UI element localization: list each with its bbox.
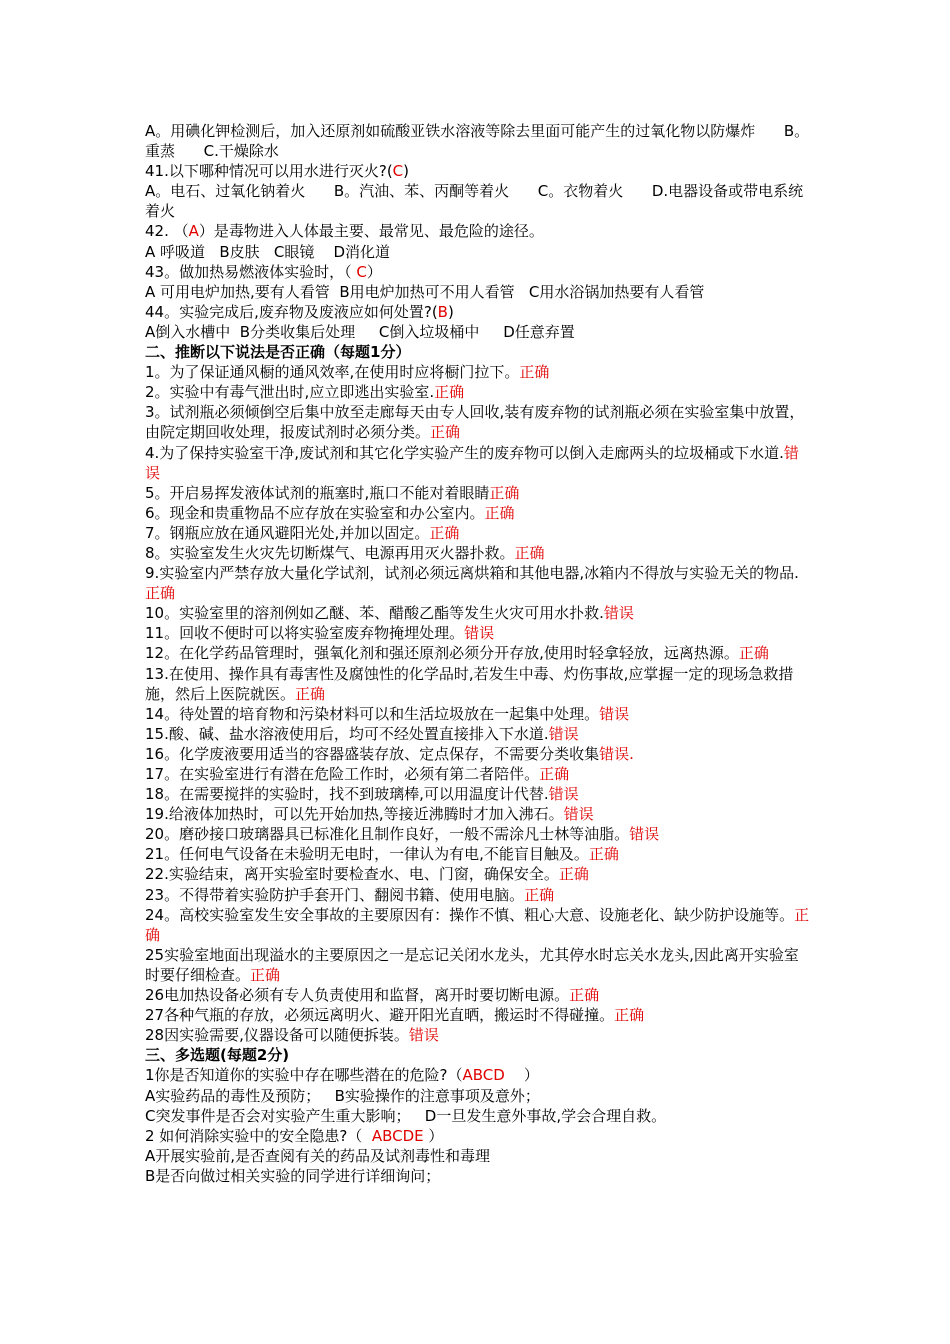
text-line	[145, 603, 813, 623]
text-line	[145, 1146, 813, 1166]
body-text: ）	[504, 1066, 539, 1085]
body-text: 17。在实验室进行有潜在危险工作时，必须有第二者陪伴。	[145, 765, 540, 783]
body-text: ）	[423, 1126, 444, 1145]
answer-text: 错误	[603, 604, 634, 623]
body-text: 18。在需要搅拌的实验时，找不到玻璃棒,可以用温度计代替.	[145, 785, 549, 804]
answer-text: 正确	[430, 423, 461, 442]
answer-text: 正确	[539, 765, 570, 783]
body-text: A 可用电炉加热,要有人看管 B用电炉加热可不用人看管 C用水浴锅加热要有人看管	[145, 282, 705, 301]
answer-text: B	[437, 302, 448, 321]
body-text: A。用碘化钾检测后，加入还原剂如硫酸亚铁水溶液等除去里面可能产生的过氧化物以防爆炸 B。重蒸 C.干燥除水	[145, 122, 810, 161]
answer-text: 正确	[524, 885, 555, 904]
body-text: A。电石、过氧化钠着火 B。汽油、苯、丙酮等着火 C。衣物着火 D.电器设备或带电系统着火	[145, 182, 804, 221]
section-heading	[145, 342, 813, 362]
text-line	[145, 1086, 813, 1106]
text-line	[145, 483, 813, 503]
body-text: 8。实验室发生火灾先切断煤气、电源再用灭火器扑救。	[145, 543, 515, 562]
text-line	[145, 221, 813, 241]
body-text: )	[447, 302, 454, 321]
answer-text: 正确	[738, 644, 769, 663]
text-line	[145, 302, 813, 322]
text-line	[145, 864, 813, 884]
text-line	[145, 1106, 813, 1126]
body-text: 24。高校实验室发生安全事故的主要原因有：操作不慎、粗心大意、设施老化、缺少防护设施等。	[145, 905, 795, 924]
answer-text: 正确	[429, 523, 460, 542]
body-text: 21。任何电气设备在未验明无电时，一律认为有电,不能盲目触及。	[145, 845, 589, 864]
text-line	[145, 664, 813, 704]
answer-text: ABCDE	[371, 1126, 424, 1145]
body-text: B是否向做过相关实验的同学进行详细询问；	[145, 1166, 441, 1185]
text-line	[145, 443, 813, 483]
text-line	[145, 242, 813, 262]
body-text: 2。实验中有毒气泄出时,应立即逃出实验室.	[145, 383, 435, 402]
text-line	[145, 704, 813, 724]
text-line	[145, 262, 813, 282]
answer-text: 正确	[295, 684, 326, 703]
text-line	[145, 121, 813, 161]
text-line	[145, 503, 813, 523]
body-text: 9.实验室内严禁存放大量化学试剂，试剂必须远离烘箱和其他电器,冰箱内不得放与实验无关的物品.	[145, 564, 799, 583]
text-line	[145, 282, 813, 302]
body-text: 12。在化学药品管理时，强氧化剂和强还原剂必须分开存放,使用时轻拿轻放，远离热源。	[145, 644, 739, 663]
body-text: 11。回收不便时可以将实验室废弃物掩埋处理。	[145, 624, 465, 643]
answer-text: 错误	[408, 1026, 439, 1045]
answer-text: C	[356, 262, 367, 281]
answer-text: ABCD	[462, 1066, 505, 1085]
body-text: 1。为了保证通风橱的通风效率,在使用时应将橱门拉下。	[145, 363, 520, 382]
text-line	[145, 824, 813, 844]
answer-text: 正确	[434, 383, 465, 402]
answer-text: 错误	[563, 805, 594, 824]
answer-text: 错误	[464, 624, 495, 643]
text-line	[145, 623, 813, 643]
answer-text: 正确	[250, 965, 281, 984]
section-heading	[145, 1045, 813, 1065]
body-text: 22.实验结束，离开实验室时要检查水、电、门窗，确保安全。	[145, 865, 559, 884]
body-text: 23。不得带着实验防护手套开门、翻阅书籍、使用电脑。	[145, 885, 525, 904]
text-line	[145, 1025, 813, 1045]
body-text: A 呼吸道 B皮肤 C眼镜 D消化道	[145, 242, 391, 261]
text-line	[145, 402, 813, 442]
answer-text: 错误	[599, 704, 630, 723]
text-line	[145, 905, 813, 945]
body-text: 20。磨砂接口玻璃器具已标准化且制作良好，一般不需涂凡士林等油脂。	[145, 825, 630, 844]
body-text: 13.在使用、操作具有毒害性及腐蚀性的化学品时,若发生中毒、灼伤事故,应掌握一定的现场急救措施，然后上医院就医。	[145, 664, 794, 703]
text-line	[145, 724, 813, 744]
text-line	[145, 784, 813, 804]
body-text: 二、推断以下说法是否正确（每题1分）	[145, 343, 411, 362]
body-text: ）	[366, 262, 382, 281]
answer-text: 正确	[614, 1006, 645, 1025]
text-line	[145, 322, 813, 342]
body-text: 10。实验室里的溶剂例如乙醚、苯、醋酸乙酯等发生火灾可用水扑救.	[145, 604, 604, 623]
text-line	[145, 945, 813, 985]
answer-text: 正确	[145, 584, 176, 603]
body-text: 7。钢瓶应放在通风避阳光处,并加以固定。	[145, 523, 430, 542]
body-text: 19.给液体加热时，可以先开始加热,等接近沸腾时才加入沸石。	[145, 805, 564, 824]
text-line	[145, 885, 813, 905]
answer-text: 错误	[145, 443, 799, 482]
body-text: 4.为了保持实验室干净,废试剂和其它化学实验产生的废弃物可以倒入走廊两头的垃圾桶或下水道.	[145, 443, 784, 462]
text-line	[145, 1126, 813, 1146]
answer-text: 错误	[548, 724, 579, 743]
text-line	[145, 764, 813, 784]
body-text: 三、多选题(每题2分)	[145, 1046, 290, 1065]
body-text: A实验药品的毒性及预防； B实验操作的注意事项及意外；	[145, 1086, 540, 1105]
answer-text: A	[188, 222, 199, 241]
text-line	[145, 643, 813, 663]
answer-text: 正确	[558, 865, 589, 884]
body-text: 41.以下哪种情况可以用水进行灭火?(	[145, 162, 393, 181]
answer-text: 正确	[484, 503, 515, 522]
body-text: 42. （	[145, 222, 189, 241]
answer-text: 错误	[629, 825, 660, 844]
text-line	[145, 543, 813, 563]
body-text: 2 如何消除实验中的安全隐患?（	[145, 1126, 372, 1145]
body-text: 28因实验需要,仪器设备可以随便拆装。	[145, 1026, 409, 1045]
body-text: A开展实验前,是否查阅有关的药品及试剂毒性和毒理	[145, 1146, 491, 1165]
body-text: )	[403, 162, 410, 181]
body-text: 5。开启易挥发液体试剂的瓶塞时,瓶口不能对着眼睛	[145, 483, 490, 502]
text-line	[145, 985, 813, 1005]
text-line	[145, 744, 813, 764]
body-text: 14。待处置的培育物和污染材料可以和生活垃圾放在一起集中处理。	[145, 704, 600, 723]
answer-text: 正确	[588, 845, 619, 864]
answer-text: C	[392, 162, 404, 181]
answer-text: 错误	[548, 785, 579, 804]
answer-text: 正确	[519, 363, 550, 382]
answer-text: 正确	[569, 986, 600, 1005]
body-text: 3。试剂瓶必须倾倒空后集中放至走廊每天由专人回收,装有废弃物的试剂瓶必须在实验室集中放置，由院定期回收处理，报废试剂时必须分类。	[145, 403, 805, 442]
text-line	[145, 844, 813, 864]
body-text: 44。实验完成后,废弃物及废液应如何处置?(	[145, 302, 438, 321]
text-line	[145, 161, 813, 181]
document-page	[145, 121, 813, 1186]
body-text: 16。化学废液要用适当的容器盛装存放、定点保存，不需要分类收集	[145, 744, 600, 763]
body-text: 27各种气瓶的存放，必须远离明火、避开阳光直晒，搬运时不得碰撞。	[145, 1006, 615, 1025]
text-line	[145, 1065, 813, 1085]
text-line	[145, 1005, 813, 1025]
body-text: 1你是否知道你的实验中存在哪些潜在的危险?（	[145, 1066, 463, 1085]
body-text: 15.酸、碱、盐水溶液使用后，均可不经处置直接排入下水道.	[145, 724, 549, 743]
answer-text: 正确	[145, 905, 810, 944]
body-text: ）是毒物进入人体最主要、最常见、最危险的途径。	[198, 222, 544, 241]
text-line	[145, 362, 813, 382]
body-text: A倒入水槽中 B分类收集后处理 C倒入垃圾桶中 D任意弃置	[145, 322, 575, 341]
answer-text: 正确	[514, 543, 545, 562]
answer-text: 正确	[489, 483, 520, 502]
text-line	[145, 523, 813, 543]
text-line	[145, 181, 813, 221]
text-line	[145, 382, 813, 402]
text-line	[145, 563, 813, 603]
body-text: 43。做加热易燃液体实验时，（	[145, 262, 357, 281]
text-line	[145, 1166, 813, 1186]
body-text: 6。现金和贵重物品不应存放在实验室和办公室内。	[145, 503, 485, 522]
body-text: 26电加热设备必须有专人负责使用和监督，离开时要切断电源。	[145, 986, 570, 1005]
text-line	[145, 804, 813, 824]
answer-text: 错误.	[599, 744, 634, 763]
body-text: C突发事件是否会对实验产生重大影响； D一旦发生意外事故,学会合理自救。	[145, 1106, 667, 1125]
body-text: 25实验室地面出现溢水的主要原因之一是忘记关闭水龙头，尤其停水时忘关水龙头,因此离开实验室时要仔细检查。	[145, 945, 799, 984]
